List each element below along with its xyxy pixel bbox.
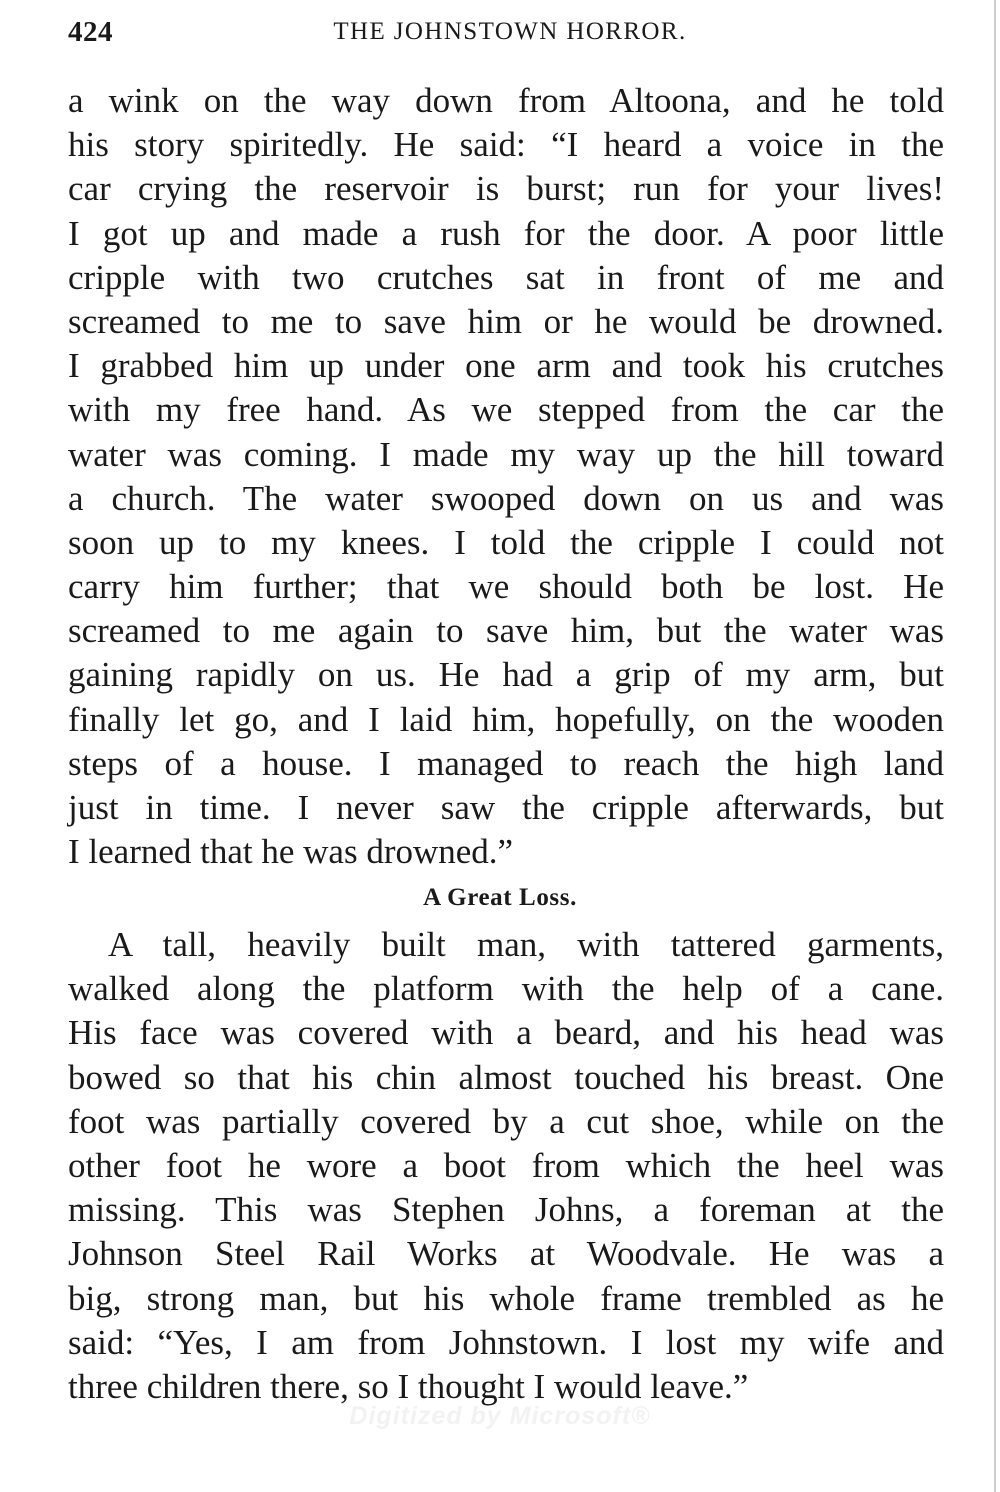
digitization-watermark: Digitized by Microsoft® bbox=[349, 1402, 651, 1430]
page-number: 424 bbox=[68, 16, 113, 48]
text-line: other foot he wore a boot from which the heel was bbox=[68, 1145, 944, 1185]
text-line: foot was partially covered by a cut shoe, while on the bbox=[68, 1101, 944, 1141]
text-line: with my free hand. As we stepped from the car the bbox=[68, 390, 944, 430]
text-line: finally let go, and I laid him, hopefully, on the wooden bbox=[68, 699, 944, 739]
section-heading: A Great Loss. bbox=[423, 884, 577, 911]
page-edge bbox=[994, 0, 996, 1492]
text-line: gaining rapidly on us. He had a grip of my arm, but bbox=[68, 655, 944, 695]
paragraph-1 bbox=[68, 79, 944, 874]
text-line: said: “Yes, I am from Johnstown. I lost my wife and bbox=[68, 1322, 944, 1362]
text-line: his story spiritedly. He said: “I heard a voice in the bbox=[68, 125, 944, 165]
text-line: I got up and made a rush for the door. A poor little bbox=[68, 213, 944, 253]
text-line: screamed to me again to save him, but the water was bbox=[68, 611, 944, 651]
text-line: screamed to me to save him or he would be drowned. bbox=[68, 301, 944, 341]
text-line: just in time. I never saw the cripple afterwards, but bbox=[68, 788, 944, 827]
text-line: A tall, heavily built man, with tattered garments, bbox=[108, 925, 944, 964]
paragraph-2 bbox=[68, 923, 944, 1409]
text-line: carry him further; that we should both be lost. He bbox=[68, 567, 944, 607]
text-line: big, strong man, but his whole frame trembled as he bbox=[68, 1278, 944, 1318]
text-line: water was coming. I made my way up the hill toward bbox=[68, 434, 944, 474]
text-line: soon up to my knees. I told the cripple I could not bbox=[68, 522, 944, 562]
running-title: THE JOHNSTOWN HORROR. bbox=[333, 18, 687, 45]
text-line: steps of a house. I managed to reach the high land bbox=[68, 743, 944, 783]
text-line: three children there, so I thought I would leave.” bbox=[68, 1366, 749, 1406]
text-line: bowed so that his chin almost touched his breast. One bbox=[68, 1057, 944, 1097]
text-line: cripple with two crutches sat in front of me and bbox=[68, 257, 944, 297]
text-line: His face was covered with a beard, and his head was bbox=[68, 1013, 944, 1053]
text-line: a wink on the way down from Altoona, and he told bbox=[68, 81, 944, 120]
text-line: a church. The water swooped down on us and was bbox=[68, 478, 944, 518]
text-line: I grabbed him up under one arm and took his crutches bbox=[68, 346, 944, 386]
text-line: Johnson Steel Rail Works at Woodvale. He was a bbox=[68, 1234, 944, 1274]
text-line: car crying the reservoir is burst; run for your lives! bbox=[68, 169, 944, 209]
text-line: walked along the platform with the help of a cane. bbox=[68, 969, 944, 1009]
text-line: missing. This was Stephen Johns, a foreman at the bbox=[68, 1190, 944, 1230]
text-line: I learned that he was drowned.” bbox=[68, 832, 514, 872]
